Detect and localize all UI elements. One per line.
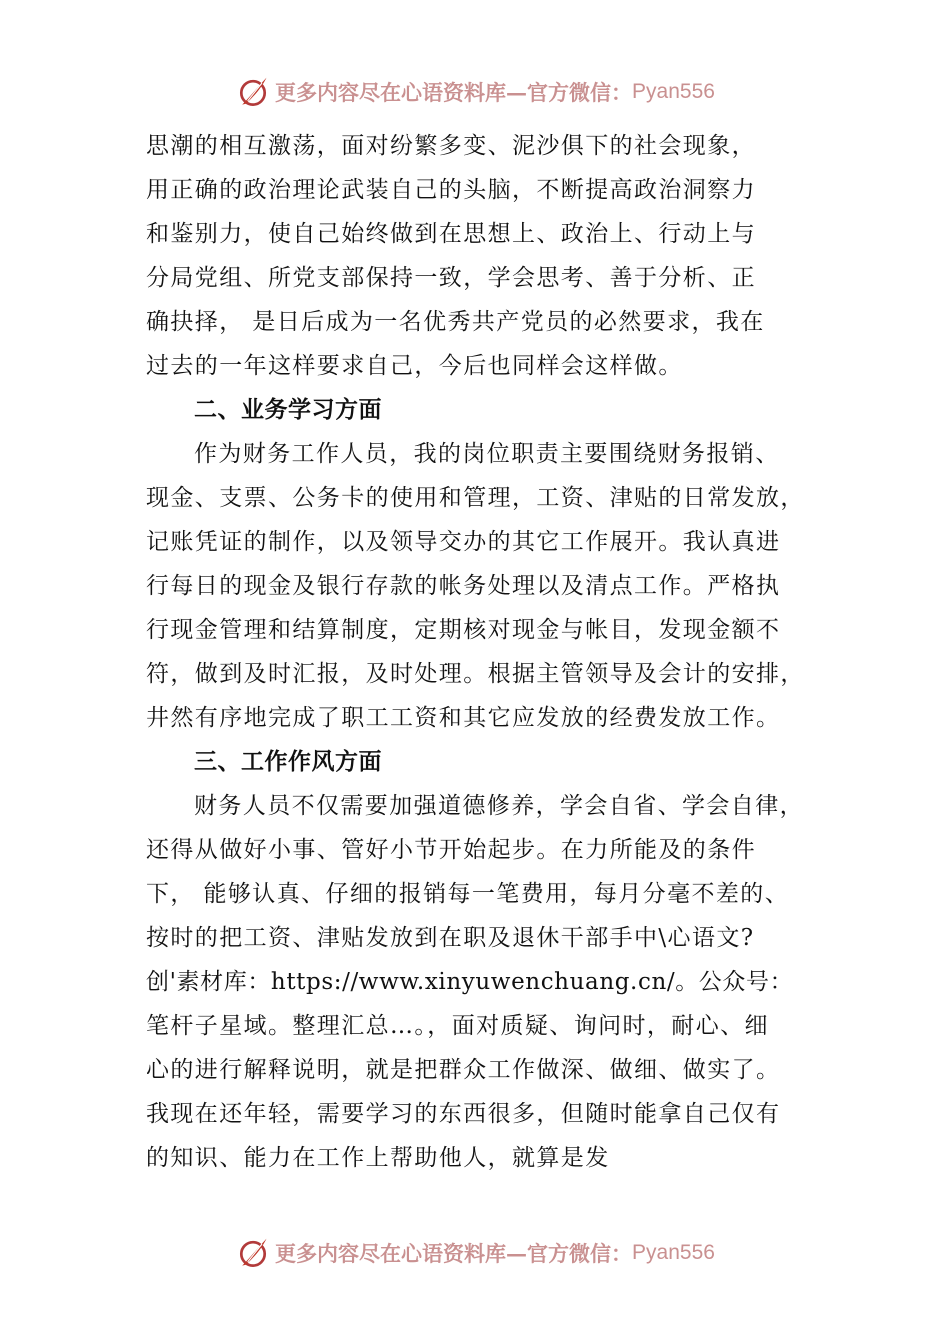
body-line: 和鉴别力，使自己始终做到在思想上、政治上、行动上与 — [146, 221, 756, 247]
body-line: 我现在还年轻，需要学习的东西很多，但随时能拿自己仅有 — [146, 1101, 781, 1127]
body-line: 记账凭证的制作，以及领导交办的其它工作展开。我认真进 — [146, 529, 781, 555]
body-line: 心的进行解释说明，就是把群众工作做深、做细、做实了。 — [146, 1057, 781, 1083]
watermark-text: 更多内容尽在心语资料库—官方微信： — [275, 1241, 633, 1266]
body-line: 用正确的政治理论武装自己的头脑，不断提高政治洞察力 — [146, 177, 756, 203]
feather-seal-icon — [235, 74, 271, 110]
body-line: 井然有序地完成了职工工资和其它应发放的经费发放工作。 — [146, 705, 781, 731]
body-line: 符，做到及时汇报，及时处理。根据主管领导及会计的安排， — [146, 661, 805, 687]
body-line: 现金、支票、公务卡的使用和管理，工资、津贴的日常发放， — [146, 485, 805, 511]
body-line: 分局党组、所党支部保持一致，学会思考、善于分析、正 — [146, 265, 756, 291]
wechat-id: Pyan556 — [632, 80, 715, 103]
section-heading-business-study: 二、业务学习方面 — [194, 397, 382, 423]
body-line: 创'素材库：https://www.xinyuwenchuang.cn/。公众号： — [146, 969, 794, 995]
body-line: 作为财务工作人员，我的岗位职责主要围绕财务报销、 — [194, 441, 780, 467]
section-heading-work-style: 三、工作作风方面 — [194, 749, 382, 775]
body-line: 财务人员不仅需要加强道德修养，学会自省、学会自律， — [194, 793, 804, 819]
watermark-text: 更多内容尽在心语资料库—官方微信： — [275, 80, 633, 105]
body-line: 笔杆子星域。整理汇总…。，面对质疑、询问时，耐心、细 — [146, 1013, 769, 1039]
body-line: 行每日的现金及银行存款的帐务处理以及清点工作。严格执 — [146, 573, 781, 599]
body-line: 按时的把工资、津贴发放到在职及退休干部手中\心语文? — [146, 925, 755, 951]
body-line: 还得从做好小事、管好小节开始起步。在力所能及的条件 — [146, 837, 756, 863]
document-body — [146, 124, 826, 1180]
body-line: 的知识、能力在工作上帮助他人，就算是发 — [146, 1145, 610, 1171]
feather-seal-icon — [235, 1235, 271, 1271]
wechat-id: Pyan556 — [632, 1241, 715, 1264]
header-watermark — [0, 72, 950, 112]
body-line: 过去的一年这样要求自己，今后也同样会这样做。 — [146, 353, 683, 379]
body-line: 行现金管理和结算制度，定期核对现金与帐目，发现金额不 — [146, 617, 781, 643]
body-line: 确抉择， 是日后成为一名优秀共产党员的必然要求，我在 — [146, 309, 765, 335]
footer-watermark — [0, 1233, 950, 1273]
body-line: 思潮的相互激荡，面对纷繁多变、泥沙俱下的社会现象， — [146, 133, 756, 159]
body-line: 下， 能够认真、仔细的报销每一笔费用，每月分毫不差的、 — [146, 881, 790, 907]
